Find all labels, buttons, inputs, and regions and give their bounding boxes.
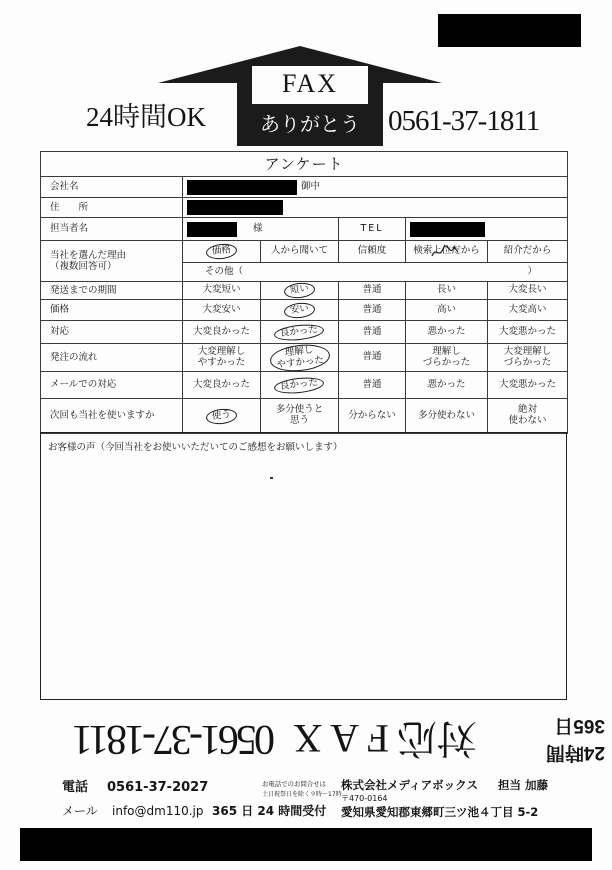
order-flow-row (41, 344, 568, 372)
banner-fax-number: 0561-37-1811 (74, 716, 275, 762)
contact-name-value (183, 218, 339, 241)
answer-option: 大変理解し やすかった (197, 345, 246, 368)
answer-option: 大変理解し づらかった (503, 345, 552, 368)
option-cell (406, 321, 488, 344)
redaction-box-tel (410, 222, 485, 237)
footer-phone-note-1: お電話でのお問合せは (262, 780, 326, 788)
fax-label: FAX (281, 69, 339, 98)
option-cell (261, 282, 339, 300)
answer-option: 使う (205, 407, 237, 425)
reason-option-cell (339, 241, 406, 263)
upside-down-banner (60, 704, 605, 772)
answer-option: 良かった (274, 322, 325, 342)
answer-option: 大変良かった (192, 325, 250, 337)
option-cell (406, 399, 488, 434)
answer-option: 信頼度 (357, 245, 387, 257)
banner-support: 対応 (397, 715, 477, 761)
other-label: その他（ (205, 266, 244, 278)
reason-label-cell (41, 241, 183, 282)
option-cell (339, 399, 406, 434)
company-label: 会社名 (41, 177, 183, 198)
answer-option: 多分使わない (417, 409, 475, 421)
reason-option-cell (488, 241, 568, 263)
tel-value (406, 218, 568, 241)
answer-option: 長い (436, 284, 456, 296)
row-label: 発送までの期間 (41, 282, 183, 300)
footer-address: 愛知県愛知郡東郷町三ツ池４丁目 5-2 (341, 805, 539, 819)
reason-option-cell (261, 241, 339, 263)
footer-phone-label: 電話 (62, 780, 89, 795)
option-cell (406, 344, 488, 372)
shipping-period-row (41, 282, 568, 300)
survey-table (40, 151, 568, 434)
row-label: メールでの対応 (41, 372, 183, 399)
option-cell (339, 321, 406, 344)
answer-option: 普通 (362, 351, 382, 363)
contact-label: 担当者名 (41, 218, 183, 241)
answer-option: 理解し づらかった (422, 345, 471, 368)
comments-box (40, 432, 567, 700)
answer-option: 人から聞いて (270, 245, 328, 257)
option-cell (261, 300, 339, 321)
option-cell (339, 282, 406, 300)
answer-option: 普通 (362, 303, 382, 315)
footer-mail-label: メール (62, 804, 98, 818)
option-cell (488, 321, 568, 344)
answer-option: 高い (436, 303, 456, 315)
option-cell (339, 300, 406, 321)
handwritten-scribble (430, 243, 460, 261)
answer-option: 安い (283, 301, 315, 319)
support-row (41, 321, 568, 344)
option-cell (261, 321, 339, 344)
answer-option: 大変高い (508, 303, 547, 315)
answer-option: 大変良かった (192, 378, 250, 390)
option-cell (261, 399, 339, 434)
option-cell (406, 300, 488, 321)
footer-phone-note-2: 土日祝祭日を除く９時～17時 (262, 791, 342, 798)
option-cell (183, 282, 261, 300)
banner-hours-stack (541, 712, 605, 766)
tel-label: TEL (339, 218, 406, 241)
survey-title-row (41, 152, 568, 177)
answer-option: 普通 (362, 284, 382, 296)
comments-label: お客様の声（今回当社をお使いいただいてのご感想をお願いします） (48, 442, 343, 453)
banner-fax-label: F A X (293, 716, 389, 761)
option-cell (488, 399, 568, 434)
answer-option: 良かった (274, 375, 325, 395)
answer-option: 大変安い (202, 303, 241, 315)
option-cell (183, 399, 261, 434)
option-cell (339, 372, 406, 399)
contact-row (41, 218, 568, 241)
answer-option: 大変長い (508, 284, 547, 296)
answer-option: 価格 (205, 242, 237, 260)
address-label: 住 所 (41, 198, 183, 218)
scan-dot (270, 477, 273, 479)
answer-option: 大変悪かった (499, 378, 557, 390)
option-cell (488, 372, 568, 399)
option-cell (183, 372, 261, 399)
answer-option: 普通 (362, 325, 382, 337)
row-label: 発注の流れ (41, 344, 183, 372)
answer-option: 紹介だから (503, 245, 552, 257)
option-cell (261, 344, 339, 372)
footer-postal-code: 〒470-0164 (341, 794, 388, 803)
email-support-row (41, 372, 568, 399)
reason-label: 当社を選んだ理由 (50, 249, 127, 261)
address-value (183, 198, 568, 218)
row-label: 対応 (41, 321, 183, 344)
footer-company: 株式会社メディアボックス (341, 778, 478, 792)
company-suffix: 御中 (301, 181, 321, 193)
footer-contact: 担当 加藤 (498, 778, 549, 792)
thanks-label: ありがとう (260, 112, 360, 136)
footer-phone-number: 0561-37-2027 (107, 780, 209, 795)
option-cell (406, 282, 488, 300)
header-fax-number: 0561-37-1811 (388, 105, 540, 137)
redaction-box-bottom (20, 828, 592, 861)
reason-option-cell (406, 241, 488, 263)
survey-title: アンケート (41, 152, 568, 177)
answer-option: 多分使うと 思う (275, 404, 324, 426)
answer-option: 大変悪かった (499, 325, 557, 337)
option-cell (183, 300, 261, 321)
option-cell (183, 344, 261, 372)
reason-row (41, 241, 568, 263)
hours-label: 24時間OK (86, 102, 206, 132)
answer-option: 分からない (348, 409, 396, 421)
option-cell (406, 372, 488, 399)
option-cell (488, 282, 568, 300)
footer-mail-address: info@dm110.jp (112, 804, 204, 818)
row-label: 価格 (41, 300, 183, 321)
answer-option: 短い (283, 281, 315, 299)
price-row (41, 300, 568, 321)
reason-note: （複数回答可） (50, 261, 117, 272)
reason-other (183, 266, 567, 277)
answer-option: 悪かった (427, 325, 466, 337)
company-value (183, 177, 568, 198)
reason-other-cell (183, 263, 568, 282)
company-row (41, 177, 568, 198)
option-cell (488, 344, 568, 372)
option-cell (261, 372, 339, 399)
answer-option: 悪かった (427, 378, 466, 390)
banner-hours: 24時間 (545, 742, 605, 763)
answer-option: 大変短い (202, 284, 241, 296)
banner-days: 365日 (554, 715, 605, 736)
redaction-box-address (187, 200, 283, 215)
option-cell (339, 344, 406, 372)
redaction-box-company (187, 180, 297, 195)
row-label: 次回も当社を使いますか (41, 399, 183, 434)
redaction-box-name (187, 222, 237, 237)
answer-option: 理解し やすかった (269, 342, 331, 374)
address-row (41, 198, 568, 218)
answer-option: 絶対 使わない (508, 404, 547, 426)
answer-option: 検索上位だから (413, 245, 480, 257)
contact-suffix: 様 (253, 223, 263, 235)
option-cell (488, 300, 568, 321)
option-cell (183, 321, 261, 344)
answer-option: 普通 (362, 378, 382, 390)
other-close: ） (527, 266, 538, 278)
reason-option-cell (183, 241, 261, 263)
footer-mail-note: 365 日 24 時間受付 (212, 804, 327, 818)
reuse-intent-row (41, 399, 568, 434)
